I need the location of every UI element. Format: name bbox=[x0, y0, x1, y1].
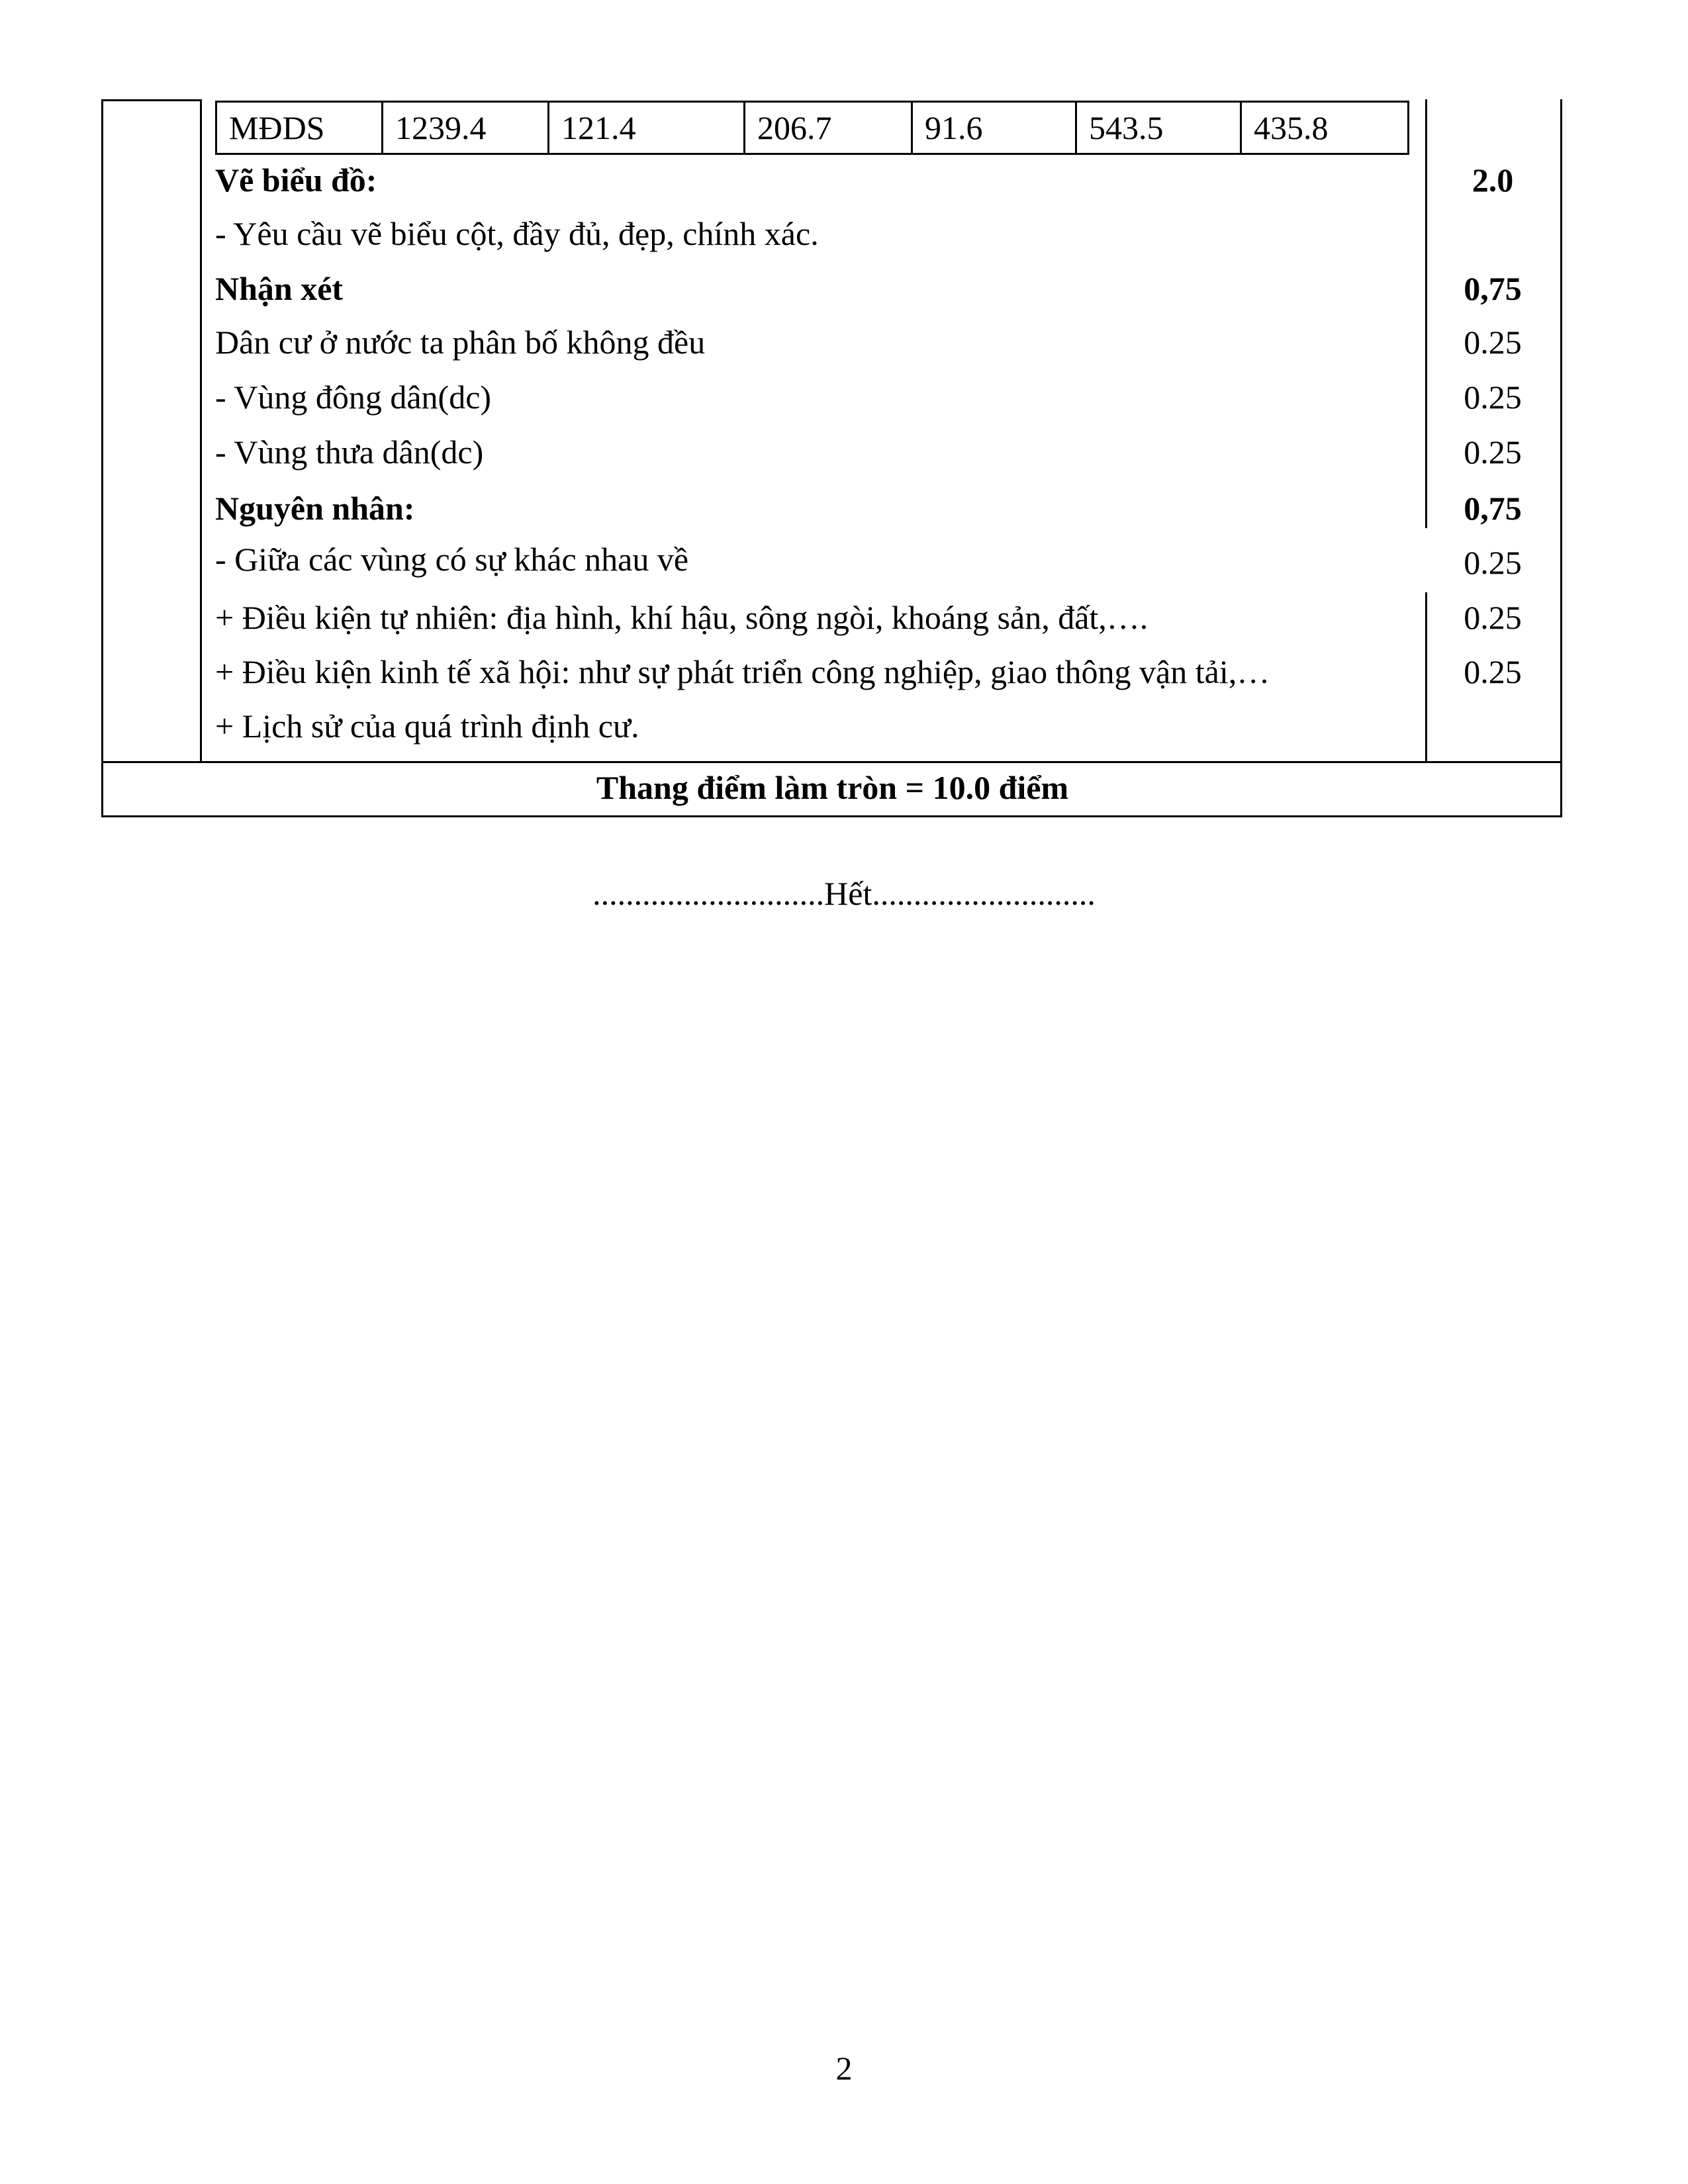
nguyen-nhan-item: + Điều kiện kinh tế xã hội: như sự phát triển công nghiệp, giao thông vận tải,… bbox=[215, 653, 1270, 690]
nhan-xet-heading: Nhận xét bbox=[215, 270, 344, 307]
nguyen-nhan-score: 0,75 bbox=[1464, 490, 1522, 527]
ve-bieu-do-requirement: - Yêu cầu vẽ biểu cột, đầy đủ, đẹp, chính xác. bbox=[215, 215, 819, 252]
nguyen-nhan-item: + Điều kiện tự nhiên: địa hình, khí hậu, sông ngòi, khoáng sản, đất,…. bbox=[215, 599, 1149, 636]
table-cell: 91.6 bbox=[912, 102, 1076, 154]
end-marker: ............................Hết........................... bbox=[592, 875, 1096, 912]
frame-right-border bbox=[1560, 99, 1562, 817]
nhan-xet-item-score: 0.25 bbox=[1464, 324, 1522, 361]
density-table bbox=[215, 101, 1409, 155]
page-number: 2 bbox=[835, 2050, 853, 2087]
table-cell: 435.8 bbox=[1241, 102, 1409, 154]
table-cell: 543.5 bbox=[1076, 102, 1241, 154]
table-cell: 206.7 bbox=[745, 102, 912, 154]
frame-left-border bbox=[101, 99, 103, 817]
nhan-xet-item-score: 0.25 bbox=[1464, 433, 1522, 471]
ve-bieu-do-score: 2.0 bbox=[1472, 161, 1514, 199]
ve-bieu-do-heading: Vẽ biểu đồ: bbox=[215, 161, 377, 199]
nguyen-nhan-heading: Nguyên nhân: bbox=[215, 490, 415, 527]
nguyen-nhan-item-score: 0.25 bbox=[1464, 544, 1522, 581]
nhan-xet-item: Dân cư ở nước ta phân bố không đều bbox=[215, 324, 706, 361]
nguyen-nhan-item-score: 0.25 bbox=[1464, 653, 1522, 690]
nhan-xet-score: 0,75 bbox=[1464, 270, 1522, 307]
table-row bbox=[216, 102, 1409, 154]
nguyen-nhan-item: - Giữa các vùng có sự khác nhau về bbox=[215, 541, 689, 578]
nhan-xet-item-score: 0.25 bbox=[1464, 379, 1522, 416]
frame-bottom-border bbox=[101, 815, 1562, 817]
nhan-xet-item: - Vùng đông dân(dc) bbox=[215, 379, 492, 416]
total-score-row: Thang điểm làm tròn = 10.0 điểm bbox=[596, 769, 1069, 806]
nguyen-nhan-item-score: 0.25 bbox=[1464, 599, 1522, 636]
nguyen-nhan-item: + Lịch sử của quá trình định cư. bbox=[215, 707, 639, 745]
frame-left-top-edge bbox=[101, 99, 202, 101]
table-cell: 121.4 bbox=[549, 102, 745, 154]
table-cell: 1239.4 bbox=[383, 102, 549, 154]
frame-inner-left-border bbox=[200, 99, 202, 762]
nhan-xet-item: - Vùng thưa dân(dc) bbox=[215, 433, 484, 471]
table-cell: MĐDS bbox=[216, 102, 383, 154]
